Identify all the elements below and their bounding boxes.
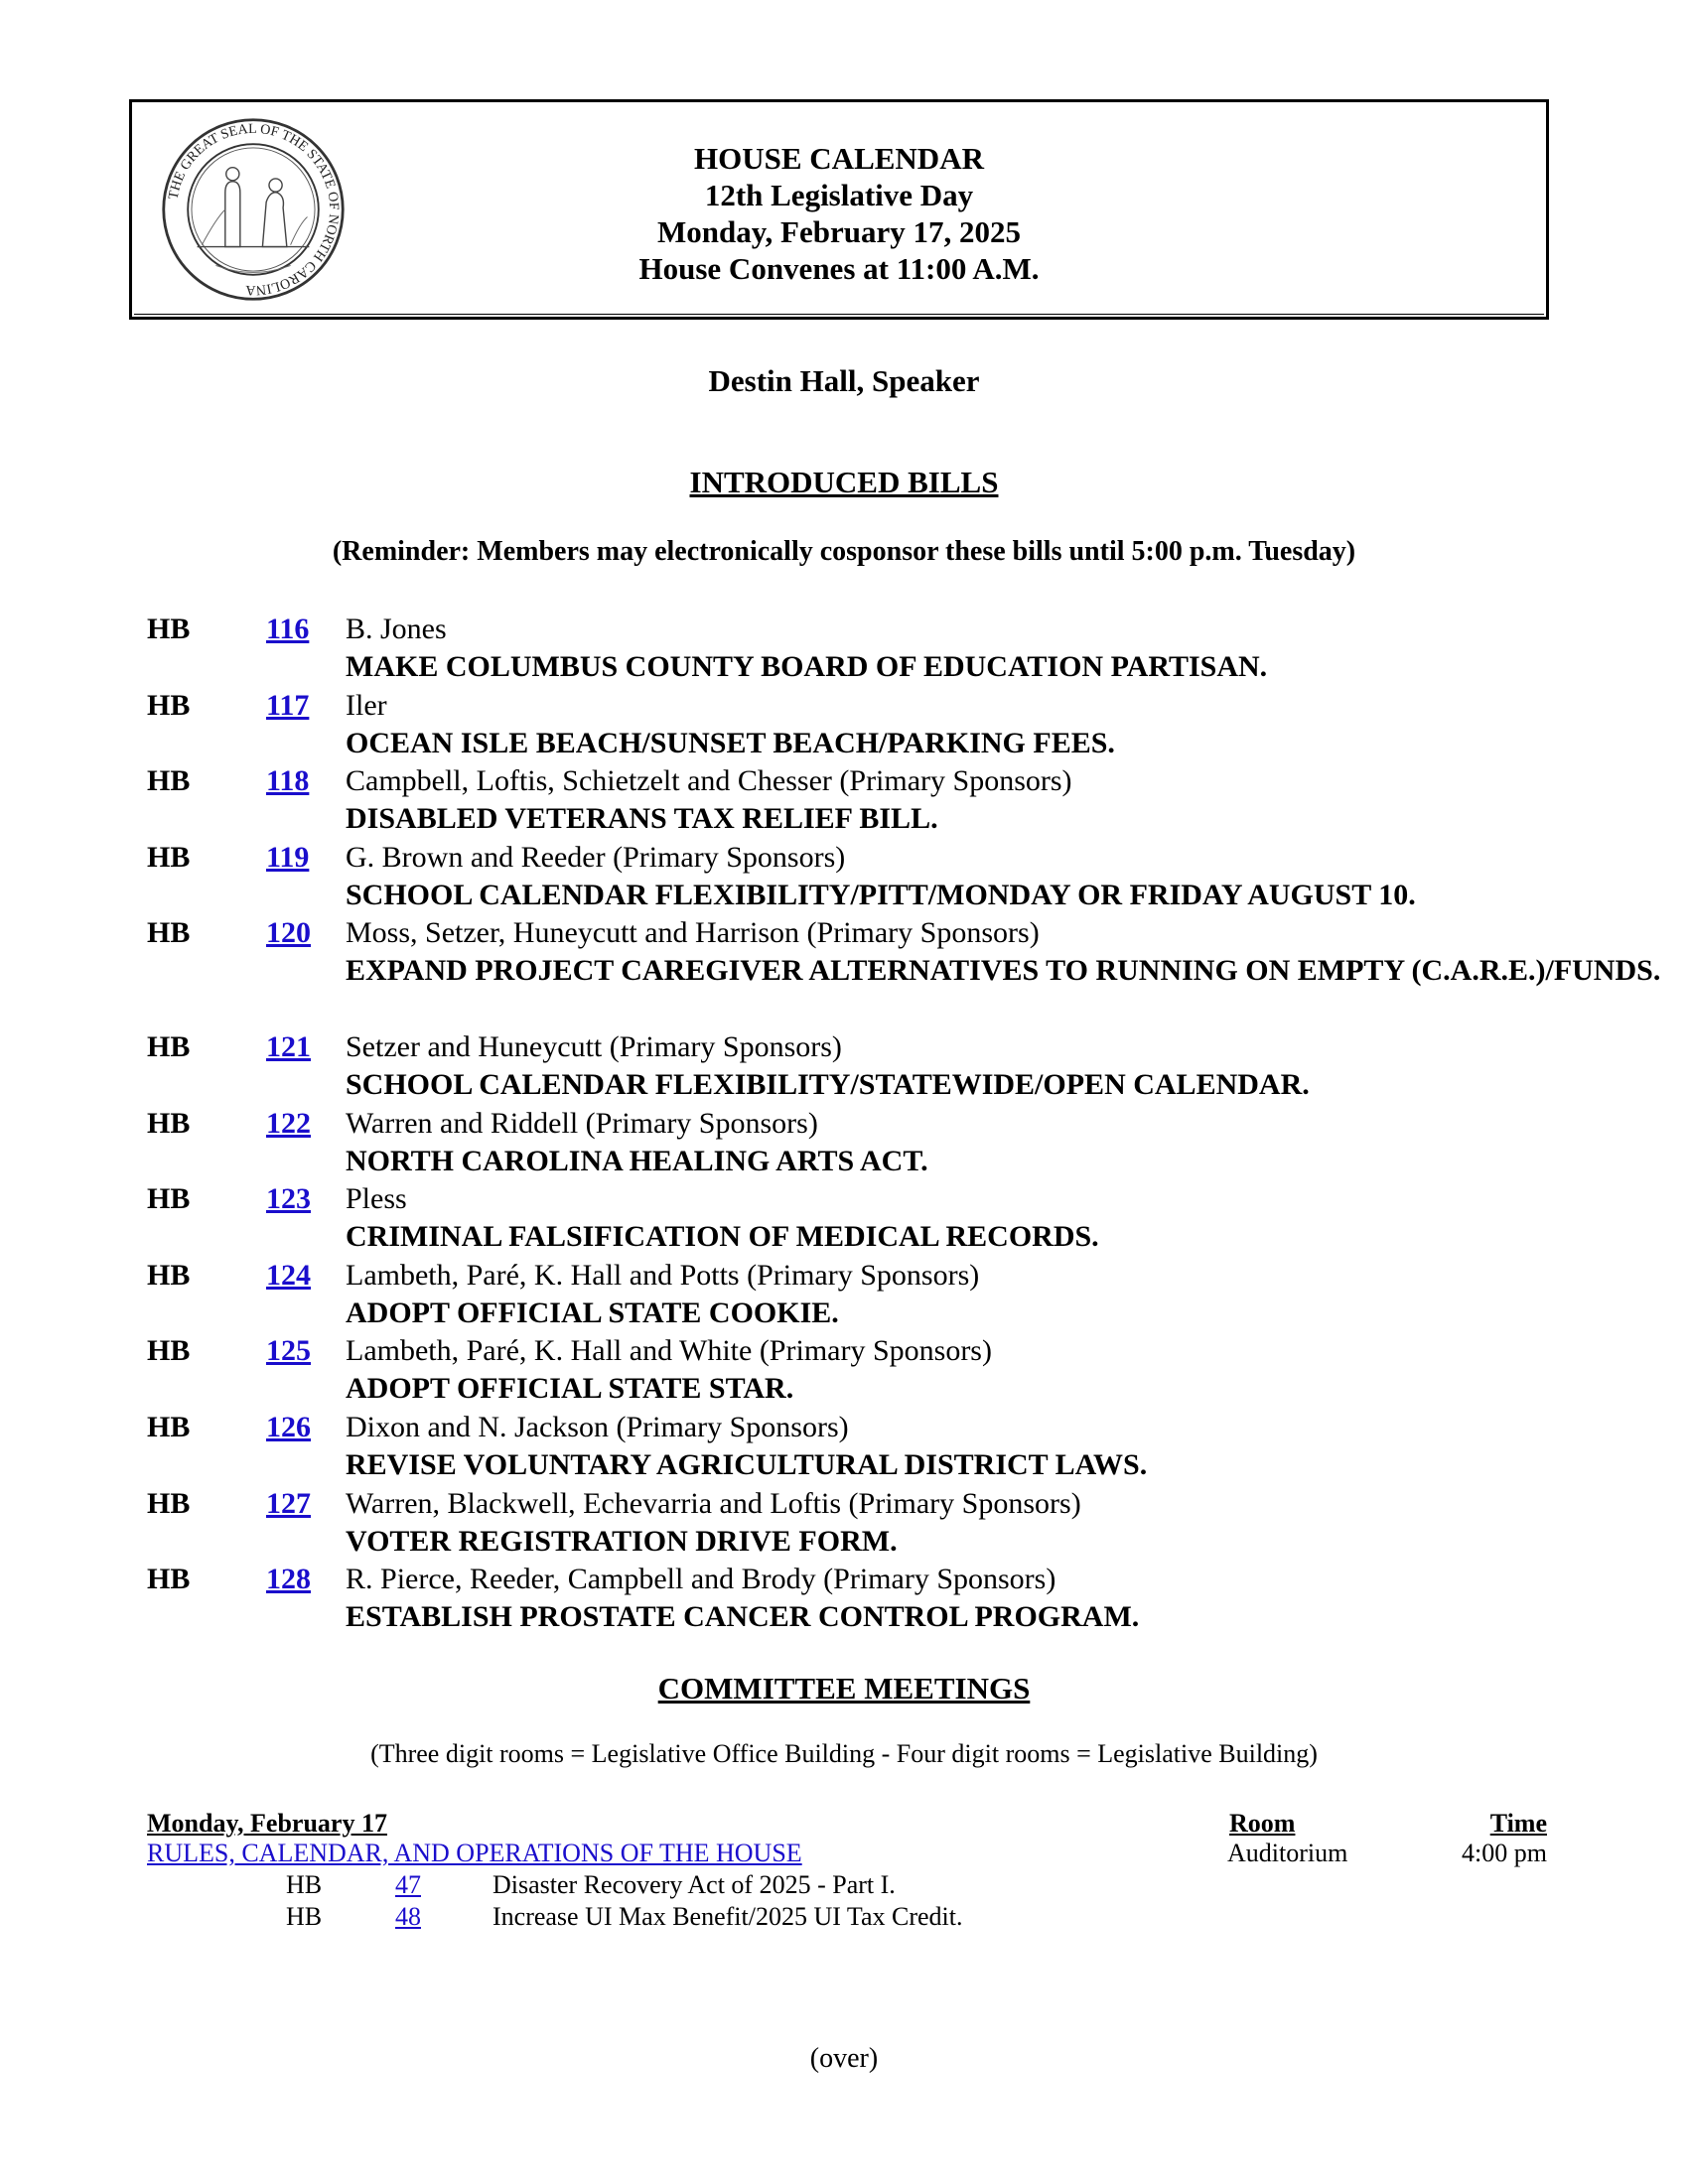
bill-row — [147, 1409, 1557, 1485]
bill-row — [147, 1485, 1557, 1562]
committee-meeting-row — [147, 1839, 1547, 1870]
introduced-bills-list — [147, 611, 1661, 1637]
committee-meetings-title: COMMITTEE MEETINGS — [657, 1671, 1031, 1706]
bill-title: CRIMINAL FALSIFICATION OF MEDICAL RECORDS. — [346, 1220, 1099, 1254]
bill-sponsors: Lambeth, Paré, K. Hall and Potts (Primary Sponsors) — [346, 1258, 980, 1292]
speaker-name: Destin Hall, Speaker — [708, 363, 980, 398]
bill-row — [147, 1105, 1557, 1181]
introduced-bills-title: INTRODUCED BILLS — [689, 465, 999, 499]
bill-title: DISABLED VETERANS TAX RELIEF BILL. — [346, 802, 938, 836]
bill-type: HB — [147, 1106, 191, 1140]
meeting-room: Auditorium — [1227, 1839, 1348, 1867]
bill-type: HB — [286, 1870, 323, 1899]
bill-title: ESTABLISH PROSTATE CANCER CONTROL PROGRAM. — [346, 1600, 1140, 1634]
bill-row — [147, 687, 1557, 763]
bill-title: SCHOOL CALENDAR FLEXIBILITY/STATEWIDE/OPEN CALENDAR. — [346, 1067, 1310, 1101]
bill-type: HB — [147, 613, 191, 645]
bill-type: HB — [147, 1029, 191, 1063]
bill-sponsors: Campbell, Loftis, Schietzelt and Chesser (Primary Sponsors) — [346, 764, 1072, 798]
header-box — [129, 99, 1549, 320]
bill-number-link[interactable]: 123 — [266, 1182, 311, 1216]
legislative-day: 12th Legislative Day — [704, 178, 974, 212]
bill-type: HB — [147, 688, 191, 722]
bill-title: SCHOOL CALENDAR FLEXIBILITY/PITT/MONDAY OR FRIDAY AUGUST 10. — [346, 878, 1416, 911]
bill-number-link[interactable]: 128 — [266, 1563, 311, 1596]
schedule-header — [147, 1809, 1547, 1839]
schedule-day: Monday, February 17 — [147, 1809, 387, 1838]
bill-number-link[interactable]: 47 — [395, 1870, 421, 1899]
bill-sponsors: Moss, Setzer, Huneycutt and Harrison (Primary Sponsors) — [346, 916, 1040, 950]
bill-sponsors: Warren, Blackwell, Echevarria and Loftis (Primary Sponsors) — [346, 1486, 1081, 1520]
cosponsor-reminder: (Reminder: Members may electronically cosponsor these bills until 5:00 p.m. Tuesday) — [332, 536, 1356, 567]
bill-title: EXPAND PROJECT CAREGIVER ALTERNATIVES TO RUNNING ON EMPTY (C.A.R.E.)/FUNDS. — [346, 954, 1661, 988]
bill-number-link[interactable]: 124 — [266, 1258, 311, 1292]
header-text — [132, 140, 1546, 287]
bill-row — [147, 1561, 1557, 1637]
committee-name-link[interactable]: RULES, CALENDAR, AND OPERATIONS OF THE HOUSE — [147, 1839, 802, 1867]
svg-text:THE GREAT SEAL OF THE STATE OF: THE GREAT SEAL OF THE STATE OF NORTH CAROLINA — [165, 120, 343, 299]
bill-row — [147, 839, 1557, 915]
convene-time: House Convenes at 11:00 A.M. — [638, 251, 1040, 286]
bill-sponsors: Warren and Riddell (Primary Sponsors) — [346, 1106, 818, 1140]
calendar-title: HOUSE CALENDAR — [694, 141, 984, 176]
bill-type: HB — [147, 1182, 191, 1216]
committee-bill-row — [147, 1902, 1537, 1934]
bill-type: HB — [147, 1334, 191, 1368]
bill-type: HB — [147, 916, 191, 950]
bill-title: ADOPT OFFICIAL STATE STAR. — [346, 1372, 794, 1406]
bill-title: REVISE VOLUNTARY AGRICULTURAL DISTRICT LAWS. — [346, 1447, 1148, 1481]
bill-type: HB — [147, 764, 191, 798]
room-column-header: Room — [1229, 1809, 1296, 1838]
bill-type: HB — [147, 1258, 191, 1292]
bill-number-link[interactable]: 120 — [266, 916, 311, 950]
bill-number-link[interactable]: 127 — [266, 1486, 311, 1520]
bill-number-link[interactable]: 126 — [266, 1410, 311, 1443]
over-indicator: (over) — [809, 2043, 879, 2074]
bill-title: ADOPT OFFICIAL STATE COOKIE. — [346, 1296, 839, 1329]
bill-title: OCEAN ISLE BEACH/SUNSET BEACH/PARKING FEES. — [346, 726, 1115, 759]
bill-sponsors: G. Brown and Reeder (Primary Sponsors) — [346, 840, 846, 874]
bill-row — [147, 1332, 1557, 1409]
bill-type: HB — [286, 1902, 323, 1931]
bill-title: Disaster Recovery Act of 2025 - Part I. — [492, 1870, 896, 1899]
bill-row — [147, 762, 1557, 839]
bill-number-link[interactable]: 48 — [395, 1902, 421, 1931]
bill-title: MAKE COLUMBUS COUNTY BOARD OF EDUCATION PARTISAN. — [346, 650, 1268, 683]
bill-title: NORTH CAROLINA HEALING ARTS ACT. — [346, 1144, 928, 1177]
bill-row — [147, 1028, 1557, 1105]
committee-schedule — [147, 1809, 1547, 1934]
bill-number-link[interactable]: 119 — [266, 840, 310, 874]
bill-number-link[interactable]: 121 — [266, 1029, 311, 1063]
bill-row — [147, 611, 1557, 687]
bill-title: VOTER REGISTRATION DRIVE FORM. — [346, 1524, 898, 1558]
committee-bill-row — [147, 1870, 1537, 1902]
bill-sponsors: Dixon and N. Jackson (Primary Sponsors) — [346, 1410, 849, 1443]
bill-sponsors: Lambeth, Paré, K. Hall and White (Primary Sponsors) — [346, 1334, 992, 1368]
bill-sponsors: Pless — [346, 1182, 407, 1216]
bill-number-link[interactable]: 116 — [266, 613, 310, 645]
bill-sponsors: B. Jones — [346, 613, 447, 645]
bill-number-link[interactable]: 125 — [266, 1334, 311, 1368]
bill-type: HB — [147, 840, 191, 874]
meeting-time: 4:00 pm — [1462, 1839, 1547, 1867]
bill-row — [147, 1180, 1557, 1257]
bill-type: HB — [147, 1410, 191, 1443]
bill-number-link[interactable]: 118 — [266, 764, 310, 798]
rooms-note: (Three digit rooms = Legislative Office Building - Four digit rooms = Legislative Building) — [370, 1739, 1318, 1768]
bill-sponsors: R. Pierce, Reeder, Campbell and Brody (Primary Sponsors) — [346, 1563, 1056, 1596]
bill-type: HB — [147, 1486, 191, 1520]
bill-type: HB — [147, 1563, 191, 1596]
bill-title: Increase UI Max Benefit/2025 UI Tax Credit. — [492, 1902, 963, 1931]
bill-row — [147, 1257, 1557, 1333]
calendar-date: Monday, February 17, 2025 — [657, 214, 1021, 249]
bill-number-link[interactable]: 117 — [266, 688, 310, 722]
bill-number-link[interactable]: 122 — [266, 1106, 311, 1140]
bill-sponsors: Setzer and Huneycutt (Primary Sponsors) — [346, 1029, 842, 1063]
bill-row — [147, 914, 1661, 1028]
bill-sponsors: Iler — [346, 688, 387, 722]
time-column-header: Time — [1489, 1809, 1547, 1838]
